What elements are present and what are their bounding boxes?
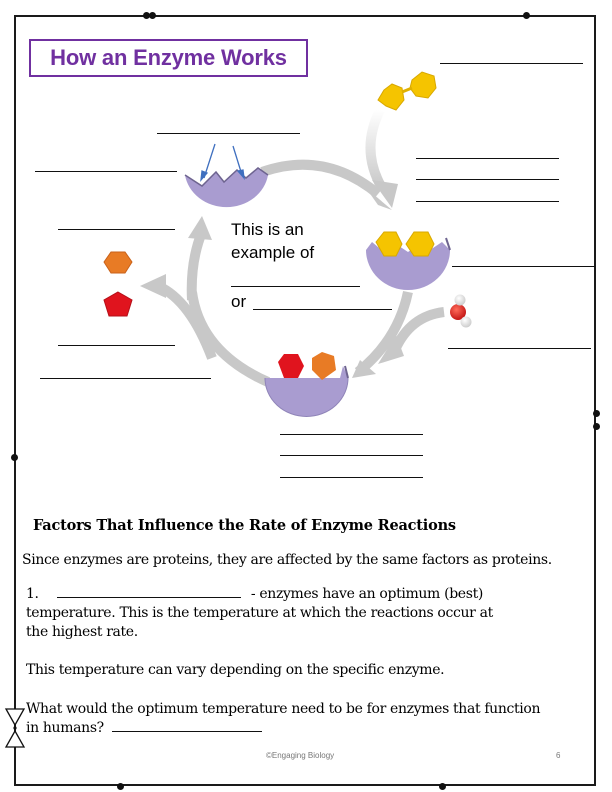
released-products (104, 252, 132, 316)
label-blank-right-group[interactable] (416, 201, 559, 202)
question-prefix: in humans? (26, 720, 104, 736)
substrate-entry-arrow (370, 110, 382, 188)
label-blank-top-right[interactable] (440, 63, 583, 64)
enzyme-product-complex (265, 352, 348, 416)
border-dot (439, 783, 446, 790)
label-blank-bottom[interactable] (280, 434, 423, 435)
label-blank-left-middle[interactable] (58, 229, 175, 230)
substrate-molecule (378, 72, 436, 110)
label-blank-right-group[interactable] (416, 179, 559, 180)
item-1-line3: the highest rate. (26, 624, 138, 640)
item-1 (26, 585, 483, 604)
label-blank-left-lower[interactable] (40, 378, 211, 379)
note-text: This temperature can vary depending on the specific enzyme. (26, 662, 445, 678)
label-blank-left-lower[interactable] (58, 345, 175, 346)
arrowhead-icon (188, 216, 212, 240)
center-text-line1: This is an (231, 220, 304, 239)
label-blank-right-enzyme[interactable] (452, 266, 595, 267)
cycle-arrow-left-upper (192, 232, 202, 300)
border-dot (117, 783, 124, 790)
cycle-arrow-top (262, 165, 378, 194)
question-line1: What would the optimum temperature need to be for enzymes that function (26, 701, 541, 717)
page-marker-triangles (4, 700, 26, 756)
enzyme-substrate-complex (366, 232, 450, 290)
item-1-text: - enzymes have an optimum (best) (250, 586, 483, 602)
copyright-footer: ©Engaging Biology (266, 751, 335, 760)
item-1-line2: temperature. This is the temperature at which the reactions occur at (26, 605, 493, 621)
label-blank-left-upper[interactable] (35, 171, 177, 172)
cycle-center-text (231, 218, 314, 264)
center-answer-blank-1[interactable] (231, 286, 360, 287)
intro-text: Since enzymes are proteins, they are affected by the same factors as proteins. (22, 552, 552, 568)
item-1-number: 1. (26, 586, 39, 602)
label-blank-bottom[interactable] (280, 455, 423, 456)
enzyme-free (185, 168, 268, 207)
question-answer-blank[interactable] (112, 720, 262, 732)
diagram-title: How an Enzyme Works (29, 39, 308, 77)
center-answer-blank-2[interactable] (253, 309, 392, 310)
red-product-molecule (104, 292, 132, 316)
question-line2 (26, 719, 262, 738)
page-number: 6 (556, 751, 561, 760)
arrowhead-icon (140, 274, 166, 298)
orange-product-molecule (104, 252, 132, 273)
label-blank-right-water[interactable] (448, 348, 591, 349)
label-blank-bottom[interactable] (280, 477, 423, 478)
center-or-label: or (231, 292, 247, 311)
label-blank-top-center[interactable] (157, 133, 300, 134)
water-molecule (450, 295, 472, 328)
item-1-answer-blank[interactable] (57, 586, 241, 598)
label-blank-right-group[interactable] (416, 158, 559, 159)
section-heading: Factors That Influence the Rate of Enzyme Reactions (33, 517, 456, 534)
center-text-line2: example of (231, 243, 315, 262)
